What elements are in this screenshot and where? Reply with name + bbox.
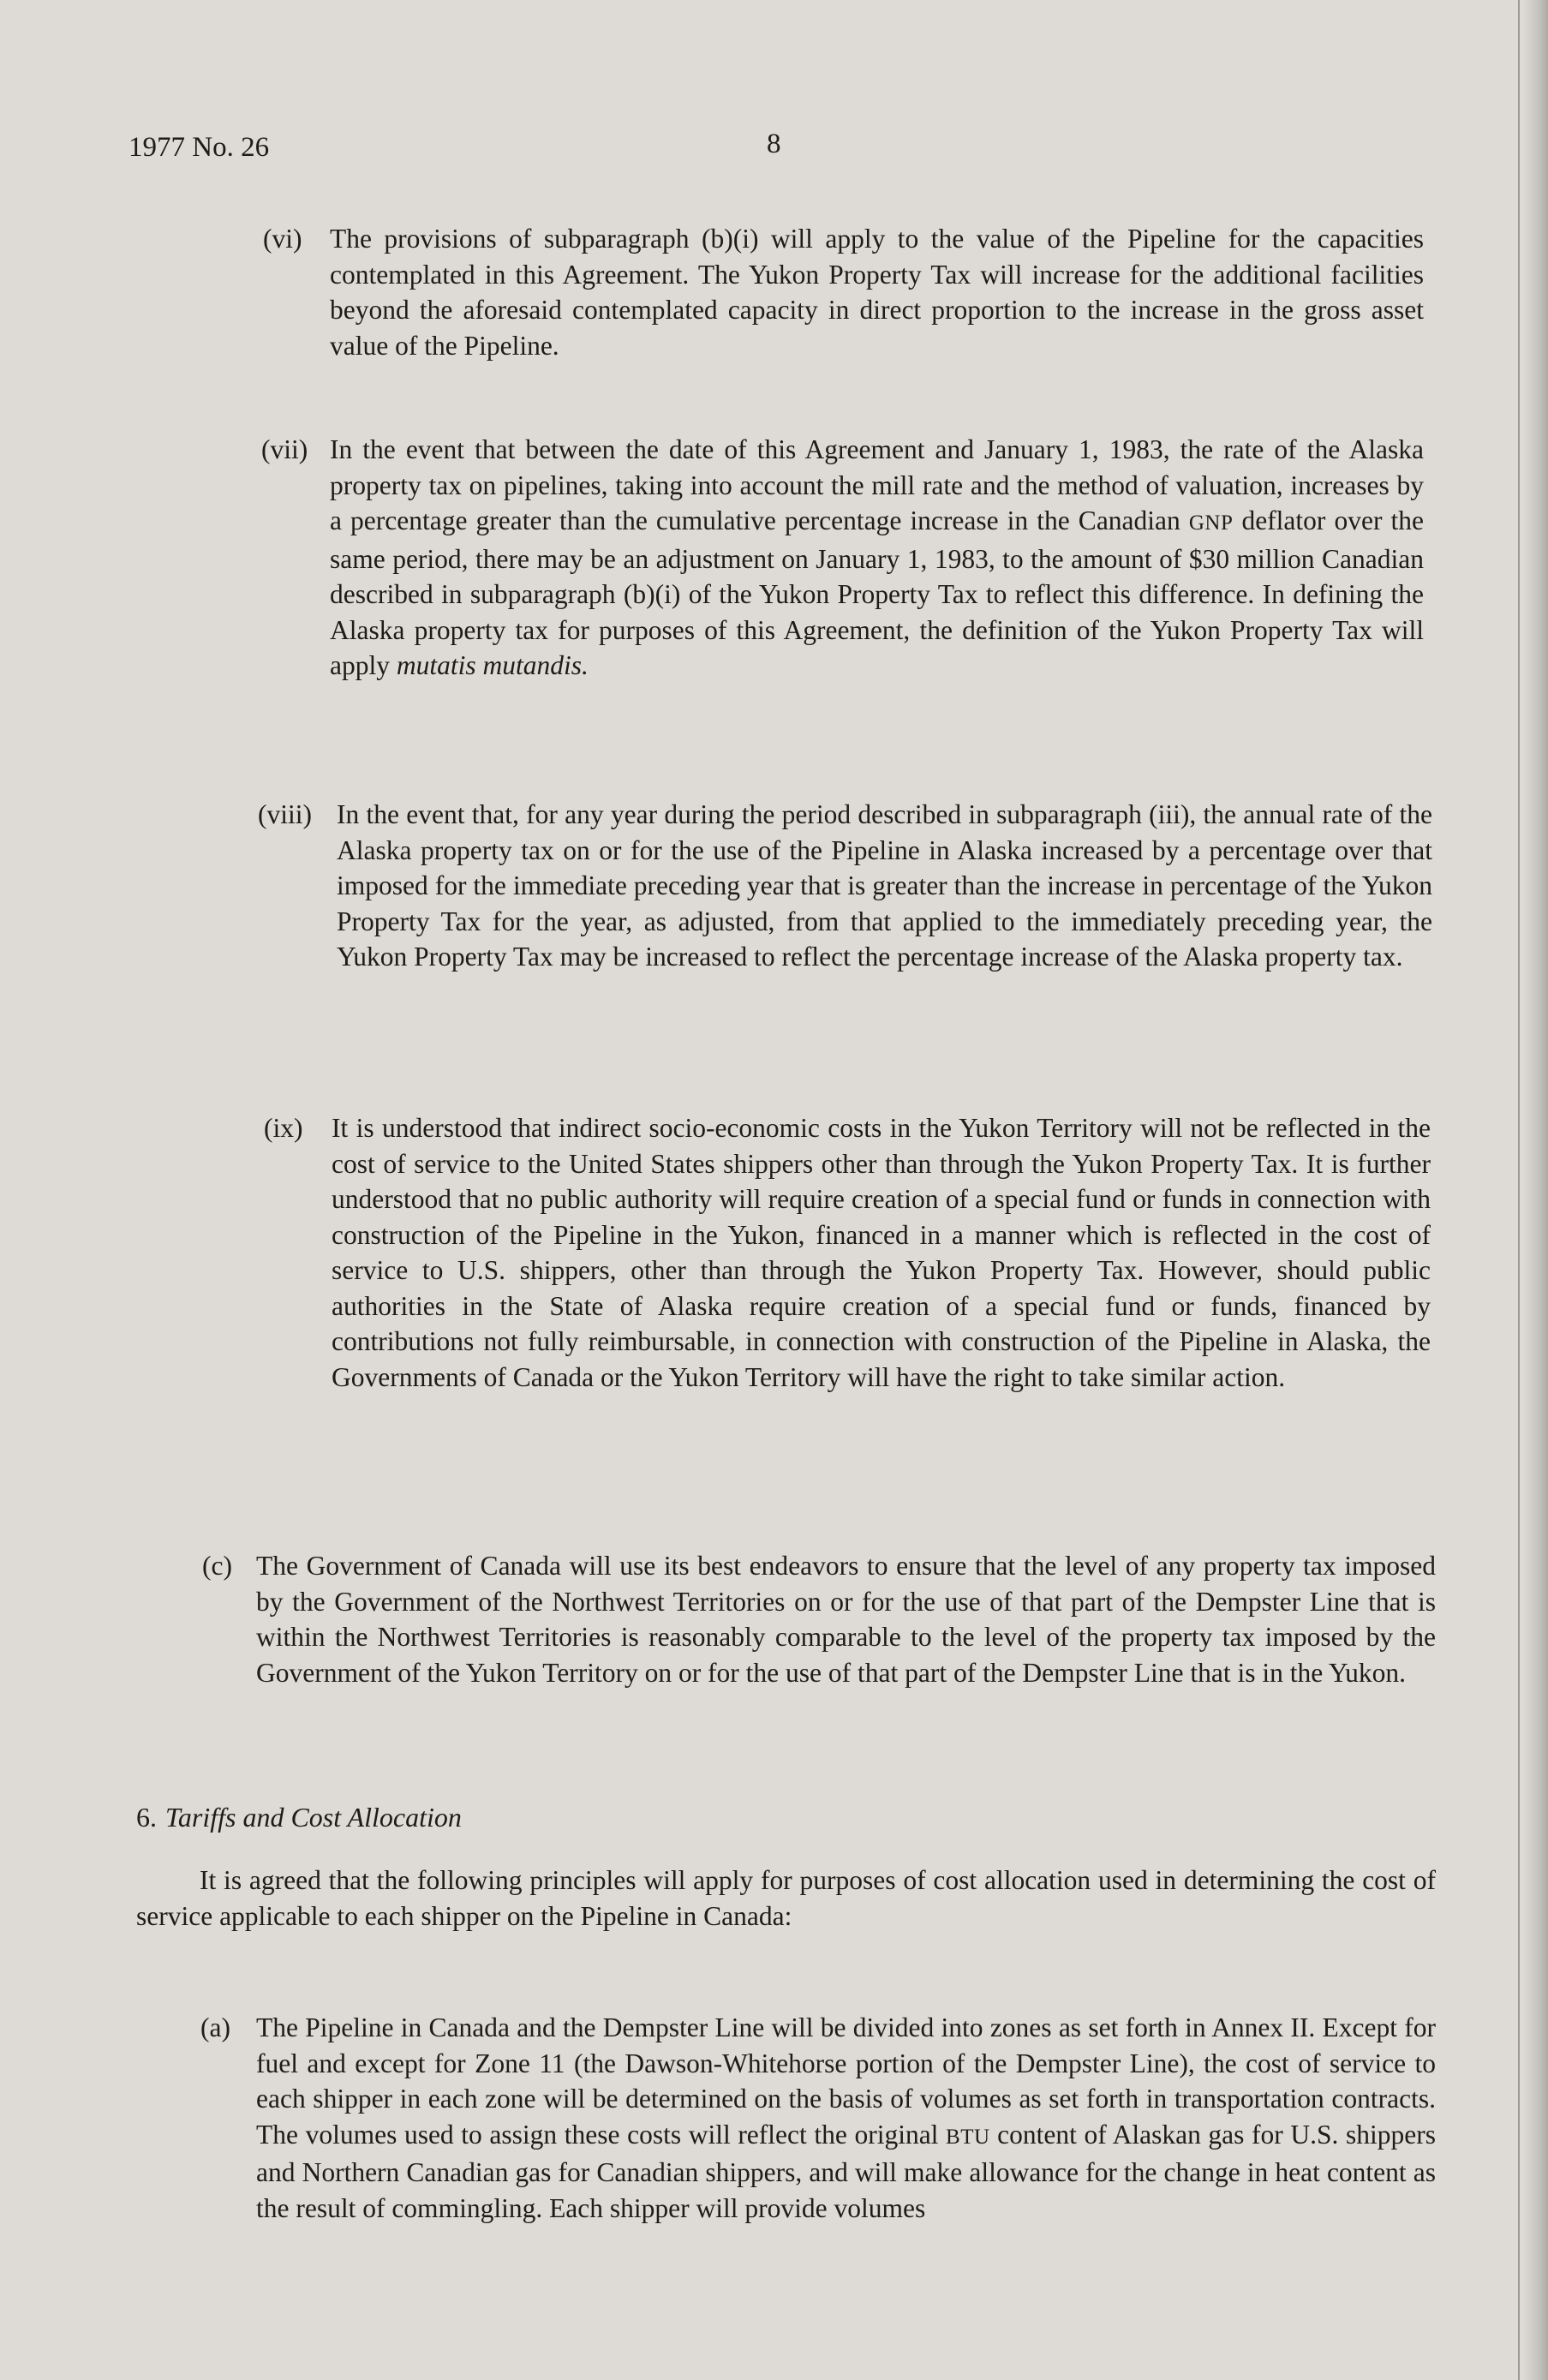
subparagraph-label: (ix) — [264, 1113, 303, 1143]
subparagraph-text: The provisions of subparagraph (b)(i) will apply to the value of the Pipeline for the capacities contemplated in this Agreement. The Yukon Property Tax will increase for the additional facilities beyond the aforesaid contemplated capacity in direct proportion to the increase in the gross asset value of the Pipeline. — [330, 224, 1424, 361]
paragraph-text — [256, 2010, 1436, 2226]
subparagraph-text: It is understood that indirect socio-economic costs in the Yukon Territory will not be reflected in the cost of service to the United States shippers other than through the Yukon Property Tax. It is further understood that no public authority will require creation of a special fund or funds in connection with construction of the Pipeline in the Yukon, financed in a manner which is reflected in the cost of service to U.S. shippers, other than through the Yukon Property Tax. However, should public authorities in the State of Alaska require creation of a special fund or funds, financed by contributions not fully reimbursable, in connection with construction of the Pipeline in Alaska, the Governments of Canada or the Yukon Territory will have the right to take similar action. — [332, 1113, 1431, 1392]
paragraph-a — [200, 2010, 1436, 2226]
section-heading — [136, 1802, 462, 1833]
subparagraph-label: (viii) — [258, 799, 312, 829]
subparagraph-vi — [263, 221, 1424, 363]
text-segment: content of Alaskan gas for U.S. shippers and Northern Canadian gas for Canadian shippers, and will make allowance for the change in heat content as the result of commingling. Each shipper will provide volumes — [256, 2119, 1436, 2223]
running-header: 1977 No. 26 — [129, 132, 270, 163]
page-number: 8 — [767, 129, 781, 159]
text-segment: deflator over the same period, there may be an adjustment on January 1, 1983, to the amount of $30 million Canadian described in subparagraph (b)(i) of the Yukon Property Tax to reflect this difference. In defining the Alaska property tax for purposes of this Agreement, the definition of the Yukon Property Tax will apply — [330, 505, 1424, 680]
intro-text: It is agreed that the following principles will apply for purposes of cost allocation used in determining the cost of service applicable to each shipper on the Pipeline in Canada: — [136, 1865, 1436, 1931]
latin-phrase: mutatis mutandis. — [396, 650, 589, 680]
subparagraph-text: In the event that, for any year during the period described in subparagraph (iii), the annual rate of the Alaska property tax on or for the use of the Pipeline in Alaska increased by a percentage over that imposed for the immediate preceding year that is greater than the increase in percentage of the Yukon Property Tax for the year, as adjusted, from that applied to the immediately preceding year, the Yukon Property Tax may be increased to reflect the percentage increase of the Alaska property tax. — [337, 799, 1432, 972]
page-edge-line — [1518, 0, 1520, 2380]
subparagraph-vii — [261, 432, 1424, 684]
section-number: 6. — [136, 1802, 157, 1833]
subparagraph-ix — [264, 1110, 1431, 1395]
subparagraph-text — [330, 432, 1424, 684]
btu-abbreviation: BTU — [946, 2125, 990, 2149]
paragraph-label: (c) — [202, 1551, 232, 1581]
section-intro — [136, 1863, 1436, 1934]
section-title: Tariffs and Cost Allocation — [165, 1802, 462, 1833]
subparagraph-viii — [258, 797, 1432, 975]
paragraph-label: (a) — [200, 2012, 230, 2042]
text-segment: In the event that between the date of this Agreement and January 1, 1983, the rate of the Alaska property tax on pipelines, taking into account the mill rate and the method of valuation, increases by a percentage greater than the cumulative percentage increase in the Canadian — [330, 434, 1424, 535]
paragraph-c — [202, 1548, 1436, 1690]
gnp-abbreviation: GNP — [1188, 511, 1234, 535]
subparagraph-label: (vii) — [261, 434, 308, 464]
text-segment: The Pipeline in Canada and the Dempster Line will be divided into zones as set forth in Annex II. Except for fuel and except for Zone 11 (the Dawson-Whitehorse portion of the Dempster Line), the cost of service to each shipper in each zone will be determined on the basis of volumes as set forth in transportation contracts. The volumes used to assign these costs will reflect the original — [256, 2012, 1436, 2150]
paragraph-text: The Government of Canada will use its best endeavors to ensure that the level of any property tax imposed by the Government of the Northwest Territories on or for the use of that part of the Dempster Line that is within the Northwest Territories is reasonably comparable to the level of the property tax imposed by the Government of the Yukon Territory on or for the use of that part of the Dempster Line that is in the Yukon. — [256, 1551, 1436, 1688]
subparagraph-label: (vi) — [263, 224, 302, 254]
page-edge-shadow — [1522, 0, 1548, 2380]
